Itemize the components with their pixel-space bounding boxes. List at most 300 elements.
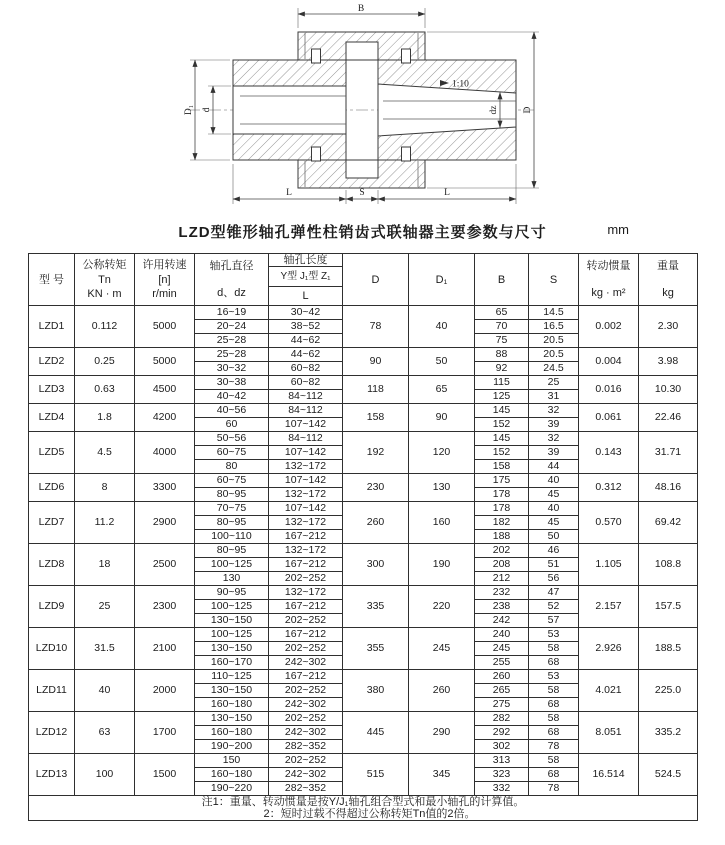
dim-S-cell: 31 <box>529 390 579 404</box>
dim-D1-cell: 130 <box>409 474 475 502</box>
bore-length-cell: 167~212 <box>269 670 343 684</box>
torque-cell: 11.2 <box>75 502 135 544</box>
note-line: 注1：重量、转动惯量是按Y/J₁轴孔组合型式和最小轴孔的计算值。 <box>201 796 525 809</box>
bore-length-cell: 132~172 <box>269 460 343 474</box>
bore-length-cell: 107~142 <box>269 418 343 432</box>
dim-B-cell: 332 <box>475 782 529 796</box>
dim-B-cell: 245 <box>475 642 529 656</box>
bore-length-cell: 202~252 <box>269 614 343 628</box>
dim-S-cell: 40 <box>529 502 579 516</box>
weight-cell: 2.30 <box>639 306 698 348</box>
bore-length-cell: 202~252 <box>269 642 343 656</box>
bore-diameter-cell: 160~180 <box>195 726 269 740</box>
bore-length-cell: 84~112 <box>269 390 343 404</box>
bore-diameter-cell: 25~28 <box>195 334 269 348</box>
left-bore <box>233 86 346 134</box>
dim-S-cell: 25 <box>529 376 579 390</box>
col-header-bore-length-L: L <box>269 287 343 306</box>
dim-B-cell: 88 <box>475 348 529 362</box>
speed-cell: 1700 <box>135 712 195 754</box>
table-row <box>29 670 698 684</box>
dim-B-cell: 182 <box>475 516 529 530</box>
bore-diameter-cell: 80~95 <box>195 488 269 502</box>
model-cell: LZD1 <box>29 306 75 348</box>
dim-S-cell: 68 <box>529 726 579 740</box>
unit-label: mm <box>607 222 629 237</box>
bore-diameter-cell: 25~28 <box>195 348 269 362</box>
dim-B-cell: 275 <box>475 698 529 712</box>
dim-B-cell: 65 <box>475 306 529 320</box>
bore-diameter-cell: 130~150 <box>195 684 269 698</box>
col-header-B <box>475 254 529 306</box>
model-cell: LZD9 <box>29 586 75 628</box>
bore-length-cell: 167~212 <box>269 628 343 642</box>
bore-length-cell: 167~212 <box>269 530 343 544</box>
dim-D-cell: 118 <box>343 376 409 404</box>
torque-cell: 18 <box>75 544 135 586</box>
dim-D1-cell: 345 <box>409 754 475 796</box>
col-header-D <box>343 254 409 306</box>
dim-S-cell: 50 <box>529 530 579 544</box>
table-body <box>29 306 698 796</box>
dim-S-cell: 56 <box>529 572 579 586</box>
col-header-torque <box>75 254 135 306</box>
table-row <box>29 628 698 642</box>
inertia-cell: 4.021 <box>579 670 639 712</box>
speed-cell: 4500 <box>135 376 195 404</box>
header-text: 型 号 <box>38 273 65 286</box>
bore-length-cell: 132~172 <box>269 586 343 600</box>
weight-cell: 31.71 <box>639 432 698 474</box>
bore-length-cell: 242~302 <box>269 656 343 670</box>
dim-B-cell: 242 <box>475 614 529 628</box>
inertia-cell: 0.312 <box>579 474 639 502</box>
bore-length-cell: 282~352 <box>269 782 343 796</box>
inertia-cell: 0.016 <box>579 376 639 404</box>
torque-cell: 0.112 <box>75 306 135 348</box>
bore-diameter-cell: 80 <box>195 460 269 474</box>
dim-S-cell: 57 <box>529 614 579 628</box>
weight-cell: 10.30 <box>639 376 698 404</box>
table-row <box>29 376 698 390</box>
bore-length-cell: 202~252 <box>269 754 343 768</box>
col-header-bore-diameter <box>195 254 269 306</box>
bore-diameter-cell: 90~95 <box>195 586 269 600</box>
dim-S-cell: 32 <box>529 404 579 418</box>
torque-cell: 8 <box>75 474 135 502</box>
bolt-icon <box>312 49 321 63</box>
bore-diameter-cell: 80~95 <box>195 544 269 558</box>
torque-cell: 1.8 <box>75 404 135 432</box>
dim-D-cell: 192 <box>343 432 409 474</box>
bore-length-cell: 44~62 <box>269 348 343 362</box>
dim-S-cell: 40 <box>529 474 579 488</box>
speed-cell: 2100 <box>135 628 195 670</box>
model-cell: LZD7 <box>29 502 75 544</box>
table-row <box>29 754 698 768</box>
dim-D1-cell: 160 <box>409 502 475 544</box>
bore-diameter-cell: 50~56 <box>195 432 269 446</box>
sleeve-top-recess <box>346 42 378 60</box>
bore-length-cell: 60~82 <box>269 376 343 390</box>
bolt-icon <box>402 49 411 63</box>
inertia-cell: 0.061 <box>579 404 639 432</box>
dim-S-cell: 39 <box>529 446 579 460</box>
speed-cell: 3300 <box>135 474 195 502</box>
weight-cell: 524.5 <box>639 754 698 796</box>
dim-S-cell: 20.5 <box>529 334 579 348</box>
dim-B-cell: 255 <box>475 656 529 670</box>
col-header-bore-types: Y型 J₁型 Z₁ <box>269 267 343 287</box>
dim-S-cell: 44 <box>529 460 579 474</box>
dim-B-label: B <box>357 4 365 14</box>
dim-B-cell: 265 <box>475 684 529 698</box>
inertia-cell: 8.051 <box>579 712 639 754</box>
dim-D1-cell: 50 <box>409 348 475 376</box>
table-row <box>29 502 698 516</box>
dim-S-cell: 78 <box>529 740 579 754</box>
sleeve-bottom-recess <box>346 160 378 178</box>
bore-diameter-cell: 20~24 <box>195 320 269 334</box>
bore-length-cell: 242~302 <box>269 698 343 712</box>
dim-B-cell: 260 <box>475 670 529 684</box>
dim-D-cell: 380 <box>343 670 409 712</box>
weight-cell: 188.5 <box>639 628 698 670</box>
dim-S-cell: 39 <box>529 418 579 432</box>
bore-diameter-cell: 100~125 <box>195 628 269 642</box>
dim-D-cell: 158 <box>343 404 409 432</box>
dim-S-cell: 58 <box>529 754 579 768</box>
dim-B-cell: 70 <box>475 320 529 334</box>
model-cell: LZD5 <box>29 432 75 474</box>
bore-diameter-cell: 30~32 <box>195 362 269 376</box>
dim-B-cell: 175 <box>475 474 529 488</box>
dim-S-cell: 45 <box>529 488 579 502</box>
dim-B-cell: 115 <box>475 376 529 390</box>
bore-length-cell: 44~62 <box>269 334 343 348</box>
header-text: 公称转矩 <box>82 259 127 272</box>
col-header-D1 <box>409 254 475 306</box>
table-row <box>29 348 698 362</box>
notes-row <box>29 796 698 821</box>
bore-length-cell: 38~52 <box>269 320 343 334</box>
col-header-inertia <box>579 254 639 306</box>
bore-diameter-cell: 60~75 <box>195 446 269 460</box>
dim-D1-label: D₁ <box>184 104 194 116</box>
dim-D-cell: 445 <box>343 712 409 754</box>
header-text: 轴孔长度 <box>283 254 328 266</box>
dim-D1-cell: 120 <box>409 432 475 474</box>
table-row <box>29 432 698 446</box>
dim-L-right-label: L <box>444 188 450 198</box>
bore-length-cell: 132~172 <box>269 488 343 502</box>
dim-B-cell: 125 <box>475 390 529 404</box>
dim-D1-cell: 90 <box>409 404 475 432</box>
table-title <box>28 221 697 242</box>
dim-B-cell: 152 <box>475 418 529 432</box>
header-text: [n] <box>158 273 171 286</box>
col-header-model <box>29 254 75 306</box>
title-text: LZD型锥形轴孔弹性柱销齿式联轴器主要参数与尺寸 <box>178 224 547 241</box>
dim-B-cell: 202 <box>475 544 529 558</box>
dim-B-cell: 292 <box>475 726 529 740</box>
model-cell: LZD3 <box>29 376 75 404</box>
speed-cell: 2500 <box>135 544 195 586</box>
dim-D-cell: 515 <box>343 754 409 796</box>
bore-length-cell: 242~302 <box>269 726 343 740</box>
bore-diameter-cell: 40~56 <box>195 404 269 418</box>
dim-S-cell: 32 <box>529 432 579 446</box>
header-text: S <box>549 273 558 286</box>
header-text: 重量 <box>657 260 679 273</box>
inertia-cell: 0.143 <box>579 432 639 474</box>
bore-diameter-cell: 100~125 <box>195 600 269 614</box>
bore-length-cell: 107~142 <box>269 474 343 488</box>
dim-S-cell: 52 <box>529 600 579 614</box>
speed-cell: 2000 <box>135 670 195 712</box>
weight-cell: 69.42 <box>639 502 698 544</box>
table-row <box>29 306 698 320</box>
model-cell: LZD10 <box>29 628 75 670</box>
dim-D1-cell: 245 <box>409 628 475 670</box>
bore-diameter-cell: 70~75 <box>195 502 269 516</box>
dim-D-cell: 230 <box>343 474 409 502</box>
bore-diameter-cell: 16~19 <box>195 306 269 320</box>
bore-diameter-cell: 150 <box>195 754 269 768</box>
col-header-speed <box>135 254 195 306</box>
dim-S-cell: 20.5 <box>529 348 579 362</box>
dim-S-cell: 47 <box>529 586 579 600</box>
bore-diameter-cell: 100~110 <box>195 530 269 544</box>
torque-cell: 0.25 <box>75 348 135 376</box>
bore-length-cell: 282~352 <box>269 740 343 754</box>
bore-diameter-cell: 30~38 <box>195 376 269 390</box>
dim-B-cell: 75 <box>475 334 529 348</box>
speed-cell: 5000 <box>135 306 195 348</box>
notes-cell <box>29 796 698 821</box>
dim-S-cell: 14.5 <box>529 306 579 320</box>
bore-diameter-cell: 100~125 <box>195 558 269 572</box>
dim-D1-cell: 190 <box>409 544 475 586</box>
taper-label: 1:10 <box>452 79 469 90</box>
header-text: d、dz <box>217 286 246 299</box>
bore-diameter-cell: 130~150 <box>195 712 269 726</box>
weight-cell: 335.2 <box>639 712 698 754</box>
dim-d-label: d <box>202 107 212 113</box>
inertia-cell: 0.004 <box>579 348 639 376</box>
torque-cell: 40 <box>75 670 135 712</box>
dim-B-cell: 145 <box>475 432 529 446</box>
speed-cell: 2300 <box>135 586 195 628</box>
dim-S-cell: 68 <box>529 656 579 670</box>
model-cell: LZD12 <box>29 712 75 754</box>
dim-D-cell: 300 <box>343 544 409 586</box>
bore-diameter-cell: 60 <box>195 418 269 432</box>
dim-B-cell: 240 <box>475 628 529 642</box>
dim-S-cell: 51 <box>529 558 579 572</box>
dim-S-cell: 68 <box>529 768 579 782</box>
dim-S-cell: 58 <box>529 642 579 656</box>
dim-B-cell: 178 <box>475 488 529 502</box>
header-text: kg · m² <box>591 286 626 299</box>
dim-B-cell: 282 <box>475 712 529 726</box>
bore-diameter-cell: 60~75 <box>195 474 269 488</box>
dim-D1-cell: 220 <box>409 586 475 628</box>
dim-S-cell: 53 <box>529 628 579 642</box>
bore-length-cell: 107~142 <box>269 446 343 460</box>
dim-S-cell: 58 <box>529 712 579 726</box>
torque-cell: 4.5 <box>75 432 135 474</box>
bore-diameter-cell: 130~150 <box>195 642 269 656</box>
bore-diameter-cell: 110~125 <box>195 670 269 684</box>
dim-D1-cell: 290 <box>409 712 475 754</box>
dim-S-label: S <box>359 188 365 198</box>
torque-cell: 63 <box>75 712 135 754</box>
bore-length-cell: 60~82 <box>269 362 343 376</box>
header-text: D <box>371 273 380 286</box>
model-cell: LZD8 <box>29 544 75 586</box>
inertia-cell: 2.926 <box>579 628 639 670</box>
bore-diameter-cell: 190~220 <box>195 782 269 796</box>
dim-S-cell: 46 <box>529 544 579 558</box>
weight-cell: 157.5 <box>639 586 698 628</box>
bore-length-cell: 167~212 <box>269 558 343 572</box>
model-cell: LZD6 <box>29 474 75 502</box>
note-line: 2：短时过载不得超过公称转矩Tn值的2倍。 <box>263 808 476 821</box>
dim-D-cell: 260 <box>343 502 409 544</box>
bore-length-cell: 167~212 <box>269 600 343 614</box>
col-header-S <box>529 254 579 306</box>
weight-cell: 22.46 <box>639 404 698 432</box>
bore-diameter-cell: 160~180 <box>195 768 269 782</box>
bore-diameter-cell: 160~170 <box>195 656 269 670</box>
dim-S-cell: 78 <box>529 782 579 796</box>
bore-length-cell: 84~112 <box>269 404 343 418</box>
table-row <box>29 474 698 488</box>
weight-cell: 3.98 <box>639 348 698 376</box>
dim-B-cell: 238 <box>475 600 529 614</box>
dim-D-cell: 90 <box>343 348 409 376</box>
table-row <box>29 404 698 418</box>
bolt-icon <box>312 147 321 161</box>
model-cell: LZD4 <box>29 404 75 432</box>
model-cell: LZD13 <box>29 754 75 796</box>
header-text: kg <box>662 286 674 299</box>
col-header-weight <box>639 254 698 306</box>
bore-diameter-cell: 40~42 <box>195 390 269 404</box>
bore-diameter-cell: 160~180 <box>195 698 269 712</box>
dim-B-cell: 158 <box>475 460 529 474</box>
bore-length-cell: 107~142 <box>269 502 343 516</box>
speed-cell: 4200 <box>135 404 195 432</box>
header-text: B <box>497 273 506 286</box>
header-text: 轴孔直径 <box>209 260 254 273</box>
bore-diameter-cell: 190~200 <box>195 740 269 754</box>
header-text: D₁ <box>435 273 448 286</box>
model-cell: LZD2 <box>29 348 75 376</box>
header-text: 转动惯量 <box>586 260 631 273</box>
weight-cell: 48.16 <box>639 474 698 502</box>
speed-cell: 1500 <box>135 754 195 796</box>
inertia-cell: 0.002 <box>579 306 639 348</box>
model-cell: LZD11 <box>29 670 75 712</box>
dim-B-cell: 323 <box>475 768 529 782</box>
dim-B-cell: 302 <box>475 740 529 754</box>
dim-S-cell: 45 <box>529 516 579 530</box>
dim-B-cell: 212 <box>475 572 529 586</box>
dim-B-cell: 313 <box>475 754 529 768</box>
bore-length-cell: 84~112 <box>269 432 343 446</box>
torque-cell: 100 <box>75 754 135 796</box>
bore-length-cell: 202~252 <box>269 572 343 586</box>
dim-B-cell: 232 <box>475 586 529 600</box>
torque-cell: 0.63 <box>75 376 135 404</box>
header-text: r/min <box>152 287 177 300</box>
bore-length-cell: 30~42 <box>269 306 343 320</box>
table-row <box>29 544 698 558</box>
bore-diameter-cell: 130 <box>195 572 269 586</box>
dim-B-cell: 188 <box>475 530 529 544</box>
dim-S-cell: 58 <box>529 684 579 698</box>
bore-length-cell: 132~172 <box>269 516 343 530</box>
dim-D1-cell: 40 <box>409 306 475 348</box>
dim-D-label: D <box>523 106 533 114</box>
inertia-cell: 16.514 <box>579 754 639 796</box>
inertia-cell: 1.105 <box>579 544 639 586</box>
inertia-cell: 2.157 <box>579 586 639 628</box>
inertia-cell: 0.570 <box>579 502 639 544</box>
bore-length-cell: 202~252 <box>269 712 343 726</box>
coupling-section-drawing <box>178 2 543 209</box>
bore-length-cell: 132~172 <box>269 544 343 558</box>
bolt-icon <box>402 147 411 161</box>
bore-length-cell: 242~302 <box>269 768 343 782</box>
parameter-table <box>28 253 698 821</box>
torque-cell: 25 <box>75 586 135 628</box>
dim-D-cell: 355 <box>343 628 409 670</box>
dim-D-cell: 78 <box>343 306 409 348</box>
dim-S-cell: 24.5 <box>529 362 579 376</box>
dim-B-cell: 92 <box>475 362 529 376</box>
weight-cell: 225.0 <box>639 670 698 712</box>
torque-cell: 31.5 <box>75 628 135 670</box>
dim-S-cell: 53 <box>529 670 579 684</box>
dim-B-cell: 178 <box>475 502 529 516</box>
speed-cell: 5000 <box>135 348 195 376</box>
bore-diameter-cell: 80~95 <box>195 516 269 530</box>
dim-L-left-label: L <box>286 188 292 198</box>
dim-D1-cell: 65 <box>409 376 475 404</box>
dim-dz-label: dz <box>489 105 499 115</box>
header-text: KN · m <box>87 287 122 300</box>
dim-S-cell: 16.5 <box>529 320 579 334</box>
bore-length-cell: 202~252 <box>269 684 343 698</box>
dim-B-cell: 208 <box>475 558 529 572</box>
speed-cell: 4000 <box>135 432 195 474</box>
dim-S-cell: 68 <box>529 698 579 712</box>
table-row <box>29 586 698 600</box>
speed-cell: 2900 <box>135 502 195 544</box>
dim-B-cell: 145 <box>475 404 529 418</box>
dim-B-cell: 152 <box>475 446 529 460</box>
weight-cell: 108.8 <box>639 544 698 586</box>
col-header-bore-length <box>269 254 343 267</box>
header-text: Tn <box>98 273 111 286</box>
table-row <box>29 712 698 726</box>
dim-D1-cell: 260 <box>409 670 475 712</box>
header-text: 许用转速 <box>142 259 187 272</box>
dim-D-cell: 335 <box>343 586 409 628</box>
